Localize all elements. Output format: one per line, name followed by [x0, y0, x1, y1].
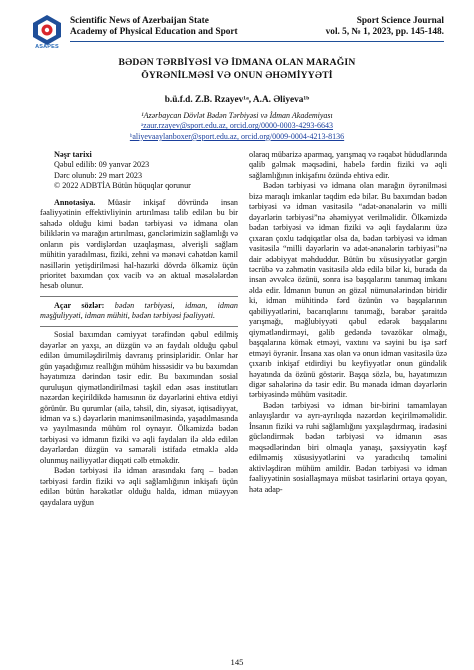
- journal-info-right: [326, 16, 444, 38]
- header-left-line2: Academy of Physical Education and Sport: [70, 27, 238, 37]
- annotation-text: Müasir inkişaf dövründə insan fəaliyyətinin effektivliyinin artırılması təlib edilən bu bir sahədə olduğu kimi bədən tərbiyəsi və idmana olan biliklərin və marağın artırılması, gənclərimizin sağlamlığı və onların pis vərdişlərdən uzaqlaşması, əlverişli sağlam mühitin yaradılması, fiziki, zehni və mənəvi cəhətdən kamil nəsillərin yetişdirilməsi hal-hazırki dövrdə ölkəmiz üçün prioritet baxımdan çox vacib və ən aktual məsələlərdən hesab olunur.: [40, 197, 238, 291]
- page-number: 145: [230, 657, 244, 667]
- affiliation-org: ¹Azərbaycan Dövlət Bədən Tərbiyəsi və İdman Akademiyası: [141, 111, 333, 120]
- email-link-a[interactable]: ᵃzaur.rzayev@sport.edu.az, orcid.org/0000-0003-4293-6643: [140, 121, 334, 131]
- asapes-logo-icon: [30, 14, 64, 46]
- logo-caption: ASAPES: [35, 44, 59, 50]
- journal-name-left: [70, 16, 238, 38]
- annotation-paragraph: [40, 198, 238, 292]
- history-title: Nəşr tarixi: [54, 150, 92, 159]
- section-divider: [40, 296, 238, 297]
- history-copyright: © 2022 ADBTİA Bütün hüquqlar qorunur: [54, 181, 191, 191]
- history-revised: Dərc olunub: 29 mart 2023: [54, 170, 143, 180]
- journal-logo: [30, 14, 64, 54]
- right-column: [249, 150, 447, 495]
- keywords-paragraph: [40, 301, 238, 322]
- left-column: [40, 150, 238, 508]
- header-right-line1: Sport Science Journal: [356, 16, 444, 26]
- header-left-line1: Scientific News of Azerbaijan State: [70, 16, 209, 26]
- body-paragraph: Bədən tərbiyəsi ilə idman arasındakı fərq – bədən tərbiyəsi fərdin fiziki və əqli sağlamlığının inkişafı üçün edilən bütün hərəkətlər olduğu halda, idman müəyyən qaydalara uyğun: [40, 466, 238, 507]
- body-paragraph: olaraq mübarizə aparmaq, yarışmaq və rəqabət hüdudlarında qalib gəlmək məqsədini, habelə fərdin fiziki və əqli sağlamlığının inkişafını özündə ehtiva edir.: [249, 150, 447, 180]
- section-divider-2: [40, 326, 238, 327]
- keywords-text: bədən tərbiyəsi, idman, idman məşğuliyyəti, idman mühiti, bədən tərbiyəsi fəaliyyəti.: [40, 300, 238, 321]
- body-paragraph: Sosial baxımdan cəmiyyət tərəfindən qəbul edilmiş dəyərlər ən yaxşı, ən düzgün və ən faydalı olduğu qəbul edilən ümumiləşdirilmiş davranış prinsipləridir. Onlar hər gün yaşadığımız reallığın mühüm hissəsidir və bu baxımdan həyatımıza dərindən təsir edir. Bu baxımından sosial quruluşun qiymətləndirilməsi təşkil edən əsas institutları nəzərdən keçirildikdə hamısının öz dəyərlərini ehtiva etdiyi görünür. Bu qurumlar (ailə, təhsil, din, siyasət, iqtisadiyyat, idman və s.) dəyərlərin mənimsənilməsində, yaşadılmasında və yayılmasında mühüm rol oynayır. Ölkəmizdə bədən tərbiyəsi və idmanın fiziki və əqli faydaları ilə əldə edilən dəyərlərdən düzgün və səmərəli istifadə etməklə əldə olunmuş nailiyyətlər diqqəti cəlb etməkdir.: [40, 330, 238, 465]
- email-link-b[interactable]: ᵇaliyevaaylanboxer@sport.edu.az, orcid.org/0009-0004-4213-8136: [129, 131, 345, 141]
- history-received: Qəbul edilib: 09 yanvar 2023: [54, 160, 150, 170]
- paper-title: [40, 56, 434, 82]
- affiliations: [40, 111, 434, 142]
- title-line1: BƏDƏN TƏRBİYƏSİ VƏ İDMANA OLAN MARAĞIN: [118, 57, 356, 68]
- annotation-label: Annotasiya.: [54, 197, 96, 207]
- header-right-line2: vol. 5, № 1, 2023, pp. 145-148.: [325, 27, 444, 37]
- author-list: b.ü.f.d. Z.B. Rzayev¹ᵃ, A.A. Əliyeva¹ᵇ: [164, 95, 310, 105]
- keywords-label: Açar sözlər:: [54, 300, 105, 310]
- header-divider: [70, 41, 444, 42]
- title-line2: ÖYRƏNİLMƏSİ VƏ ONUN ƏHƏMİYYƏTİ: [141, 70, 333, 81]
- body-paragraph: Bədən tərbiyəsi və idmana olan marağın öyrənilməsi bizə maraqlı imkanlar təqdim edə bilər. Bu baxımdan bədən tərbiyəsi və idman vasitəsilə “adət-ənənələrin və milli dəyərlərin tərbiyəsi”nə əhəmiyyət verilməlidir. Ölkəmizdə bədən tərbiyəsi və idman fiziki və əqli faydalarını üzə çıxaran çoxlu tədqiqatlar olsa da, bədən tərbiyəsi və idman vasitəsilə “milli dəyərlərin və adət-ənənələrin tərbiyəsi”nə dair ədəbiyyat məhduddur. Bütün bu xüsusiyyətlər gərgin təcrübə və zəhmətin vasitəsilə əldə edilə bilər ki, burada da insan əvvəlcə özünü, sonra isə başqalarını tanımaq imkanı əldə edir. İdmanın bunun ən gözəl nümunələrindən biridir ki, idman mühitində fərd özünün və başqalarının qabiliyyətlərini, bacarıqlarını tanımağı, bərabər şəraitdə yarışmağı, məğlubiyyəti qəbul edərək başqalarını qiymətləndirməyi, gəlib gedəndə təvazökar olmağı, başqalarına kömək etməyi, vaxtını və səyini bu işə sərf etməyi öyrənir. İnsana xas olan və onun idman vasitəsilə üzə çıxarıb inkişaf etdirdiyi bu keyfiyyətlər onun gündəlik həyatında da özünü göstərir. Başqa sözlə, bu, həyatımızın digər sahələrinə də təsir edir. Bu mənada idman dəyərlərin tərbiyəsində mühüm vasitədir.: [249, 181, 447, 400]
- body-paragraph: Bədən tərbiyəsi və idman bir-birini tamamlayan anlayışlardır və ayrı-ayrılıqda nəzərdən keçirilməməlidir. İnsanın fiziki və ruhi sağlamlığını yaxşılaşdırmaq, iradəsini gücləndirmək bədən tərbiyəsi və idmanın əsas məqsədlərindən biri olmaqla yanaşı, şəxsiyyətin kəşf edilməmiş xüsusiyyətlərini və yaradıcılıq təməlini aktivləşdirən mühüm amildir. Bədən tərbiyəsi və idman fəaliyyətinin sosiallaşmaya müsbət təsirlərini ortaya qoyan, həta adap-: [249, 400, 447, 494]
